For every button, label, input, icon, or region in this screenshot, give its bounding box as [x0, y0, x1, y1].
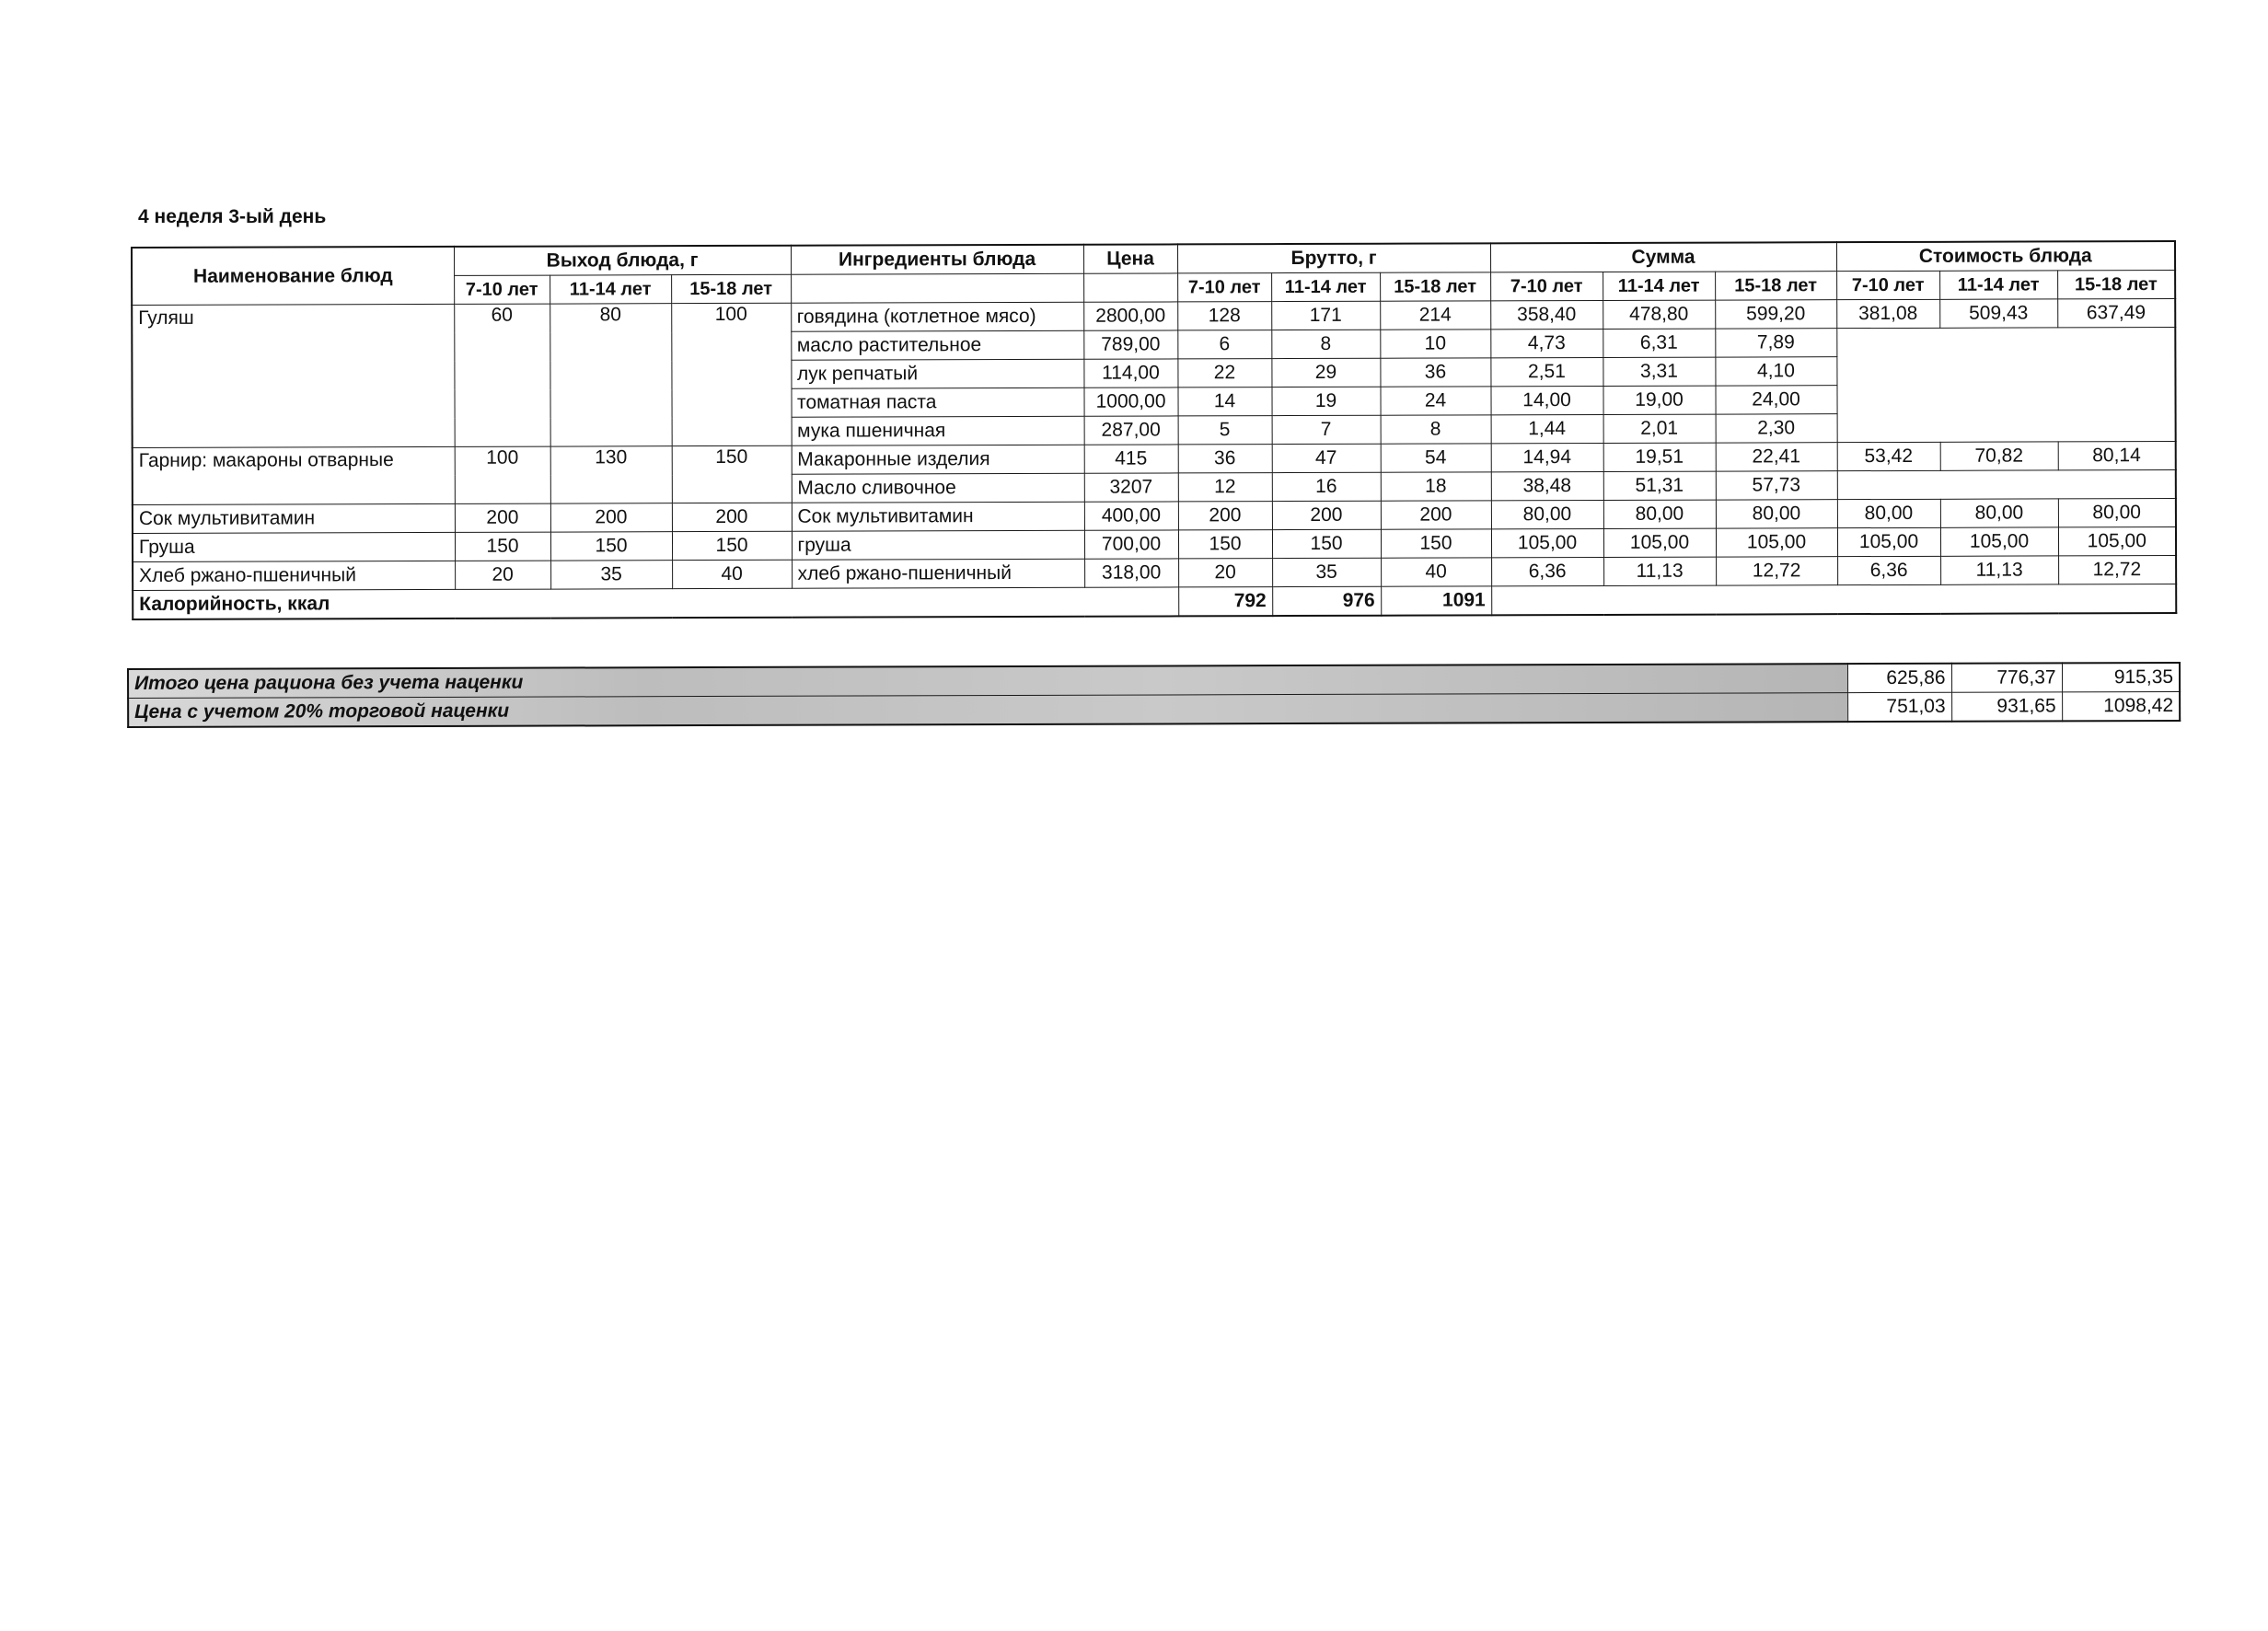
- brutto-value: 24: [1380, 387, 1490, 415]
- cost-value: 105,00: [1837, 527, 1940, 556]
- sum-value: 14,94: [1491, 443, 1603, 471]
- cost-age-11-14: 11-14 лет: [1939, 271, 2057, 299]
- brutto-value: 214: [1380, 301, 1490, 330]
- ingredient-price: 2800,00: [1083, 302, 1177, 330]
- sum-value: 2,51: [1490, 357, 1603, 386]
- cost-value: 11,13: [1940, 556, 2058, 584]
- yield-value: 130: [550, 446, 672, 503]
- yield-age-11-14: 11-14 лет: [550, 275, 671, 304]
- brutto-value: 20: [1178, 559, 1272, 587]
- cost-value: 80,00: [2058, 499, 2176, 527]
- table-body: [132, 299, 2176, 619]
- total-value: 625,86: [1847, 664, 1951, 693]
- sum-value: 57,73: [1716, 471, 1837, 500]
- cost-value: 12,72: [2058, 556, 2176, 584]
- brutto-value: 6: [1177, 330, 1271, 359]
- yield-value: 80: [550, 304, 671, 446]
- sum-value: 599,20: [1715, 300, 1836, 329]
- cost-blank: [1837, 470, 2176, 500]
- ingredient-name: томатная паста: [791, 388, 1083, 417]
- calories-row: [133, 584, 2176, 619]
- cost-age-15-18: 15-18 лет: [2057, 271, 2175, 299]
- ingredient-name: Масло сливочное: [792, 473, 1084, 503]
- sum-value: 2,01: [1603, 414, 1716, 443]
- brutto-value: 36: [1178, 445, 1272, 473]
- yield-value: 40: [672, 560, 792, 588]
- total-value: 1098,42: [2062, 691, 2180, 721]
- sum-value: 19,51: [1603, 443, 1716, 471]
- yield-value: 200: [672, 503, 792, 531]
- ingredients-sub-blank: [791, 273, 1083, 303]
- brutto-value: 47: [1272, 444, 1381, 472]
- brutto-value: 150: [1272, 529, 1381, 558]
- brutto-value: 36: [1380, 358, 1490, 387]
- sum-value: 4,10: [1715, 357, 1836, 386]
- yield-value: 100: [671, 303, 791, 445]
- brutto-value: 22: [1177, 359, 1271, 388]
- total-value: 776,37: [1951, 663, 2062, 692]
- cost-value: 105,00: [1940, 527, 2058, 556]
- yield-value: 35: [550, 561, 672, 589]
- brutto-value: 8: [1381, 415, 1491, 444]
- cost-value: 53,42: [1837, 442, 1940, 470]
- sum-value: 478,80: [1603, 300, 1715, 329]
- yield-value: 100: [455, 446, 550, 503]
- header-yield: Выход блюда, г: [454, 246, 791, 276]
- sum-value: 6,36: [1491, 557, 1603, 585]
- brutto-value: 150: [1178, 530, 1272, 559]
- brutto-value: 150: [1381, 529, 1491, 558]
- ingredient-price: 400,00: [1084, 502, 1178, 530]
- sum-value: 4,73: [1490, 329, 1603, 357]
- yield-age-15-18: 15-18 лет: [671, 274, 791, 303]
- brutto-value: 200: [1178, 502, 1272, 530]
- brutto-value: 16: [1272, 472, 1381, 501]
- dish-name: Сок мультивитамин: [133, 503, 455, 533]
- yield-value: 20: [455, 561, 550, 589]
- cost-value: 637,49: [2057, 299, 2175, 328]
- dish-name: Гарнир: макароны отварные: [133, 446, 455, 504]
- brutto-value: 29: [1271, 358, 1380, 387]
- ingredient-price: 318,00: [1084, 559, 1178, 587]
- total-label: Цена с учетом 20% торговой наценки: [128, 693, 1847, 727]
- total-value: 931,65: [1951, 692, 2062, 722]
- sum-value: 80,00: [1603, 500, 1716, 528]
- sum-value: 38,48: [1491, 471, 1603, 500]
- yield-age-7-10: 7-10 лет: [454, 275, 550, 304]
- brutto-value: 7: [1272, 415, 1381, 444]
- calories-blank: [1491, 584, 2176, 616]
- sum-value: 80,00: [1491, 500, 1603, 528]
- sum-value: 51,31: [1603, 471, 1716, 500]
- sum-value: 80,00: [1716, 500, 1837, 528]
- ingredient-price: 415: [1084, 445, 1178, 473]
- brutto-value: 40: [1381, 558, 1491, 586]
- yield-value: 150: [455, 532, 550, 561]
- cost-value: 80,00: [1940, 499, 2058, 527]
- brutto-value: 18: [1381, 472, 1491, 501]
- brutto-value: 200: [1381, 501, 1491, 529]
- cost-value: 80,00: [1837, 499, 1940, 527]
- yield-value: 150: [672, 531, 792, 560]
- brutto-age-7-10: 7-10 лет: [1177, 273, 1271, 302]
- cost-age-7-10: 7-10 лет: [1836, 271, 1939, 299]
- total-value: 915,35: [2062, 663, 2180, 692]
- header-price: Цена: [1083, 244, 1177, 273]
- sum-value: 358,40: [1490, 300, 1603, 329]
- sum-value: 6,31: [1603, 329, 1715, 357]
- sum-value: 2,30: [1716, 414, 1837, 443]
- brutto-age-15-18: 15-18 лет: [1380, 272, 1490, 301]
- menu-table: [131, 240, 2177, 620]
- sum-value: 7,89: [1715, 329, 1836, 357]
- dish-name: Хлеб ржано-пшеничный: [133, 561, 455, 590]
- cost-value: 80,14: [2058, 442, 2176, 470]
- calories-value: 976: [1272, 586, 1381, 616]
- ingredient-price: 287,00: [1084, 416, 1178, 445]
- ingredient-price: 700,00: [1084, 530, 1178, 559]
- header-brutto: Брутто, г: [1177, 243, 1490, 273]
- document-title: 4 неделя 3-ый день: [138, 206, 327, 227]
- sum-value: 12,72: [1716, 557, 1837, 585]
- sum-value: 24,00: [1715, 386, 1836, 414]
- cost-value: 6,36: [1837, 556, 1940, 584]
- table-header: [132, 241, 2175, 305]
- cost-blank: [1836, 328, 2175, 443]
- ingredient-price: 1000,00: [1083, 388, 1177, 416]
- brutto-value: 8: [1271, 330, 1380, 358]
- sum-value: 3,31: [1603, 357, 1715, 386]
- sum-age-11-14: 11-14 лет: [1603, 272, 1715, 300]
- ingredient-name: хлеб ржано-пшеничный: [792, 559, 1084, 588]
- brutto-value: 19: [1271, 387, 1380, 415]
- calories-value: 1091: [1381, 586, 1491, 616]
- total-label: Итого цена рациона без учета наценки: [128, 664, 1847, 698]
- brutto-value: 12: [1178, 473, 1272, 502]
- sum-value: 19,00: [1603, 386, 1715, 414]
- total-value: 751,03: [1847, 692, 1951, 722]
- header-ingredients: Ингредиенты блюда: [791, 245, 1083, 274]
- cost-value: 509,43: [1939, 299, 2057, 328]
- brutto-value: 5: [1178, 416, 1272, 445]
- ingredient-name: Сок мультивитамин: [792, 502, 1084, 531]
- ingredient-name: говядина (котлетное мясо): [791, 302, 1083, 331]
- brutto-value: 128: [1177, 302, 1271, 330]
- dish-name: Груша: [133, 532, 455, 561]
- total-row-markup: [128, 691, 2180, 727]
- sum-value: 105,00: [1603, 528, 1716, 557]
- calories-value: 792: [1178, 587, 1272, 617]
- brutto-value: 54: [1381, 444, 1491, 472]
- brutto-value: 200: [1272, 501, 1381, 529]
- yield-value: 60: [454, 304, 550, 446]
- brutto-value: 35: [1272, 558, 1381, 586]
- header-cost: Стоимость блюда: [1836, 241, 2175, 272]
- cost-value: 70,82: [1940, 442, 2058, 470]
- ingredient-name: мука пшеничная: [792, 416, 1084, 445]
- header-dish-name: Наименование блюд: [132, 247, 454, 306]
- yield-value: 200: [455, 503, 550, 532]
- sum-value: 105,00: [1491, 528, 1603, 557]
- ingredient-name: лук репчатый: [791, 359, 1083, 388]
- price-sub-blank: [1083, 273, 1177, 302]
- sum-value: 14,00: [1490, 386, 1603, 414]
- sum-value: 22,41: [1716, 443, 1837, 471]
- totals-table: [127, 662, 2181, 728]
- ingredient-name: масло растительное: [791, 330, 1083, 360]
- ingredient-name: груша: [792, 530, 1084, 560]
- ingredient-name: Макаронные изделия: [792, 445, 1084, 474]
- header-sum: Сумма: [1490, 242, 1836, 272]
- brutto-age-11-14: 11-14 лет: [1271, 272, 1380, 301]
- sum-age-7-10: 7-10 лет: [1490, 272, 1603, 300]
- yield-value: 150: [550, 532, 672, 561]
- cost-value: 381,08: [1836, 299, 1939, 328]
- ingredient-price: 3207: [1084, 473, 1178, 502]
- sum-value: 11,13: [1603, 557, 1716, 585]
- brutto-value: 171: [1271, 301, 1380, 330]
- yield-value: 150: [672, 445, 792, 503]
- yield-value: 200: [550, 503, 672, 532]
- brutto-value: 10: [1380, 330, 1490, 358]
- ingredient-price: 114,00: [1083, 359, 1177, 388]
- sum-value: 105,00: [1716, 528, 1837, 557]
- brutto-value: 14: [1177, 388, 1271, 416]
- sum-age-15-18: 15-18 лет: [1715, 272, 1836, 300]
- cost-value: 105,00: [2058, 527, 2176, 556]
- sum-value: 1,44: [1491, 414, 1603, 443]
- ingredient-price: 789,00: [1083, 330, 1177, 359]
- dish-name: Гуляш: [132, 304, 454, 447]
- calories-label: Калорийность, ккал: [133, 587, 1178, 619]
